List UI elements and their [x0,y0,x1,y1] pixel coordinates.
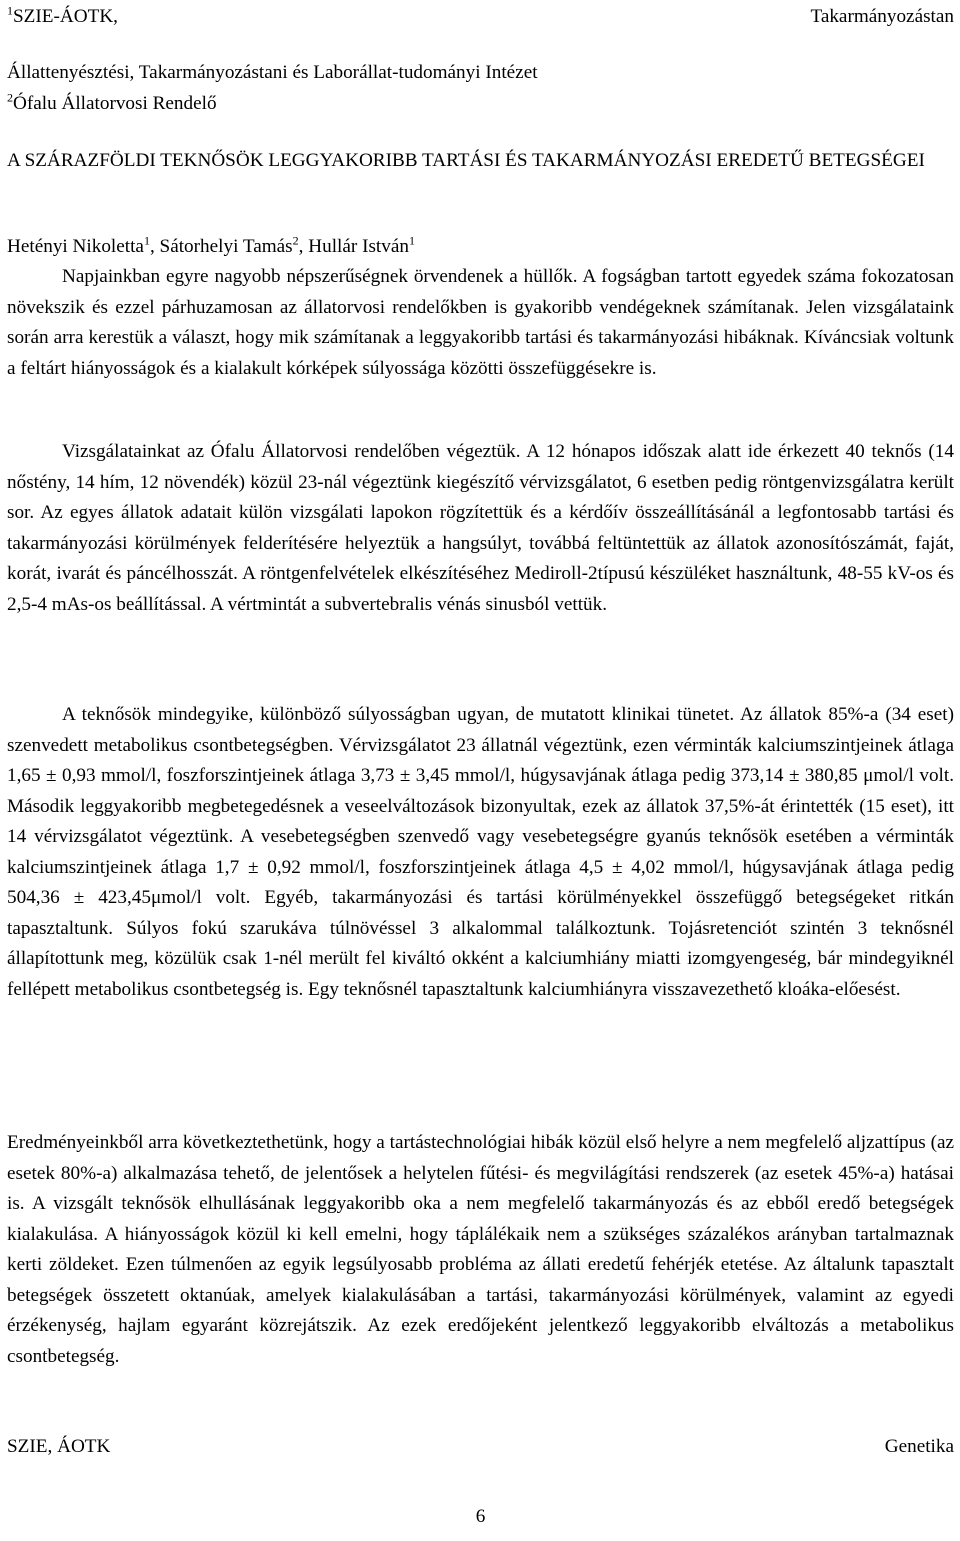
affiliation-superscript: 2 [7,90,13,105]
header-section-name: Takarmányozástan [810,6,954,27]
page-footer [7,1432,954,1462]
header-affiliation [7,2,118,33]
header-superscript: 1 [7,3,13,18]
author-name: Hullár István [308,236,409,257]
author-list [7,232,954,263]
affiliation-line-2-text: Ófalu Állatorvosi Rendelő [13,92,217,114]
author-name: Sátorhelyi Tamás [159,236,293,257]
author-separator: , [298,236,309,257]
affiliations [7,58,954,119]
affiliation-line-1: Állattenyésztési, Takarmányozástani és Laborállat-tudományi Intézet [7,62,538,83]
author-superscript: 1 [143,233,150,248]
author-separator: , [149,236,160,257]
affiliation-line-2 [7,89,954,120]
paragraph-results: A teknősök mindegyike, különböző súlyosságban ugyan, de mutatott klinikai tünetet. Az állatok 85%-a (34 eset) szenvedett metabolikus csontbetegségben. Vérvizsgálatot 23 állatnál végeztünk, ezen vérminták kalciumszintjeinek átlaga 1,65 ± 0,93 mmol/l, foszforszintjeinek átlaga 3,73 ± 3,45 mmol/l, húgysavjának átlaga pedig 373,14 ± 380,85 μmol/l volt. Második leggyakoribb megbetegedésnek a veseelváltozások bizonyultak, ezek az állatok 37,5%-át érintették (15 eset), itt 14 vérvizsgálatot végeztünk. A vesebetegségben szenvedő vagy vesebetegségre gyanús teknősök esetében a vérminták kalciumszintjeinek átlaga 1,7 ± 0,92 mmol/l, foszforszintjeinek átlaga 4,5 ± 4,02 mmol/l, húgysavjának átlaga pedig 504,36 ± 423,45μmol/l volt. Egyéb, takarmányozási és tartási körülményekkel összefüggő betegségeket ritkán tapasztaltunk. Súlyos fokú szarukáva túlnövéssel 3 alkalommal találkoztunk. Tojásretenciót szintén 3 teknősnél állapítottunk meg, közülük csak 1-nél merült fel kiváltó okként a kalciumhiány miatti izomgyengeség, bár mindegyiknél fellépett metabolikus csontbetegség is. Egy teknősnél tapasztaltunk kalciumhiányra visszavezethető kloáka-előesést. [7,704,954,1000]
paragraph-conclusions: Eredményeinkből arra következtethetünk, hogy a tartástechnológiai hibák közül első helyre a nem megfelelő aljzattípus (az esetek 80%-a) alkalmazása tehető, de jelentősek a helytelen fűtési- és megvilágítási rendszerek (az esetek 45%-a) hatásai is. A vizsgált teknősök elhullásának leggyakoribb oka a nem megfelelő takarmányozás és az ebből eredő betegségek kialakulása. A hiányosságok közül ki kell emelni, hogy táplálékaik nem a szükséges százalékos arányban tartalmaznak kerti zöldeket. Ezen túlmenően az egyik legsúlyosabb probléma az állati eredetű fehérjék etetése. Az általunk tapasztalt betegségek összetett oktanúak, amelyek kialakulásában a tartási, takarmányozási körülmények, valamint az egyedi érzékenység, hajlam egyaránt közrejátszik. Az ezek eredőjeként jelentkező leggyakoribb elváltozás a metabolikus csontbetegség. [7,1132,954,1367]
author-superscript: 2 [292,233,299,248]
paragraph-introduction: Napjainkban egyre nagyobb népszerűségnek örvendenek a hüllők. A fogságban tartott egyedek száma fokozatosan növekszik és ezzel párhuzamosan az állatorvosi rendelőkben is gyakoribb vendégeknek számítanak. Jelen vizsgálataink során arra kerestük a választ, hogy mik számítanak a leggyakoribb tartási és takarmányozási hibáknak. Kíváncsiak voltunk a feltárt hiányosságok és a kialakult kórképek súlyossága közötti összefüggésekre is. [7,266,954,379]
page-number: 6 [475,1506,486,1527]
footer-institution: SZIE, ÁOTK [7,1436,111,1457]
article-title: A SZÁRAZFÖLDI TEKNŐSÖK LEGGYAKORIBB TARTÁSI ÉS TAKARMÁNYOZÁSI EREDETŰ BETEGSÉGEI [7,150,925,171]
author-name: Hetényi Nikoletta [7,236,144,257]
page-header [7,2,954,32]
author-superscript: 1 [408,233,415,248]
header-left-text: SZIE-ÁOTK, [13,6,118,27]
paragraph-methods: Vizsgálatainkat az Ófalu Állatorvosi rendelőben végeztük. A 12 hónapos időszak alatt ide érkezett 40 teknős (14 nőstény, 14 hím, 12 növendék) közül 23-nál végeztünk kiegészítő vérvizsgálatot, 6 esetben pedig röntgenvizsgálatra került sor. Az egyes állatok adatait külön vizsgálati lapokon rögzítettük és a kérdőív összeállításánál a legfontosabb tartási és takarmányozási körülmények felderítésére helyeztük a hangsúlyt, továbbá feltüntettük az állatok azonosítószámát, faját, korát, ivarát és páncélhosszát. A röntgenfelvételek elkészítéséhez Mediroll-2típusú készüléket használtunk, 48-55 kV-os és 2,5-4 mAs-os beállítással. A vértmintát a subvertebralis vénás sinusból vettük. [7,441,954,615]
footer-section-name: Genetika [884,1436,954,1457]
